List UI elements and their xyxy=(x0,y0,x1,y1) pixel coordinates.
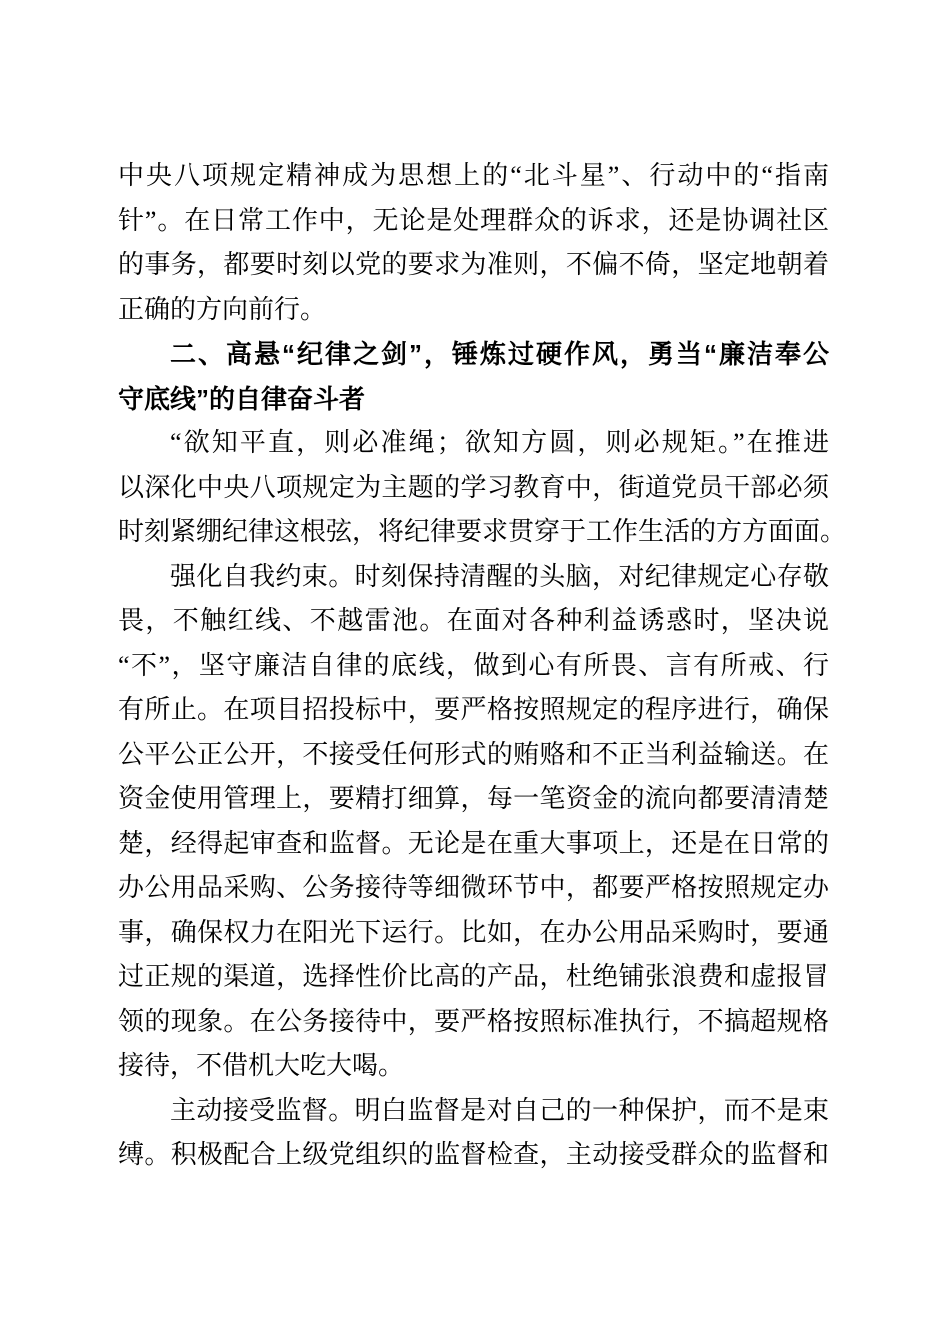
text-line: 强化自我约束。时刻保持清醒的头脑，对纪律规定心存敬 xyxy=(170,561,829,591)
text-line: 有所止。在项目招投标中，要严格按照规定的程序进行，确保 xyxy=(118,695,829,724)
text-line: 的事务，都要时刻以党的要求为准则，不偏不倚，坚定地朝着 xyxy=(118,250,829,279)
text-line: 事，确保权力在阳光下运行。比如，在办公用品采购时，要通 xyxy=(118,917,829,947)
text-line: 以深化中央八项规定为主题的学习教育中，街道党员干部必须 xyxy=(118,472,829,502)
text-line: 过正规的渠道，选择性价比高的产品，杜绝铺张浪费和虚报冒 xyxy=(118,962,829,991)
heading-line: 守底线”的自律奋斗者 xyxy=(118,383,366,414)
paragraph xyxy=(118,421,847,555)
text-line: 中央八项规定精神成为思想上的“北斗星”、行动中的“指南 xyxy=(118,161,829,190)
text-line: 公平公正公开，不接受任何形式的贿赂和不正当利益输送。在 xyxy=(118,739,829,769)
paragraph xyxy=(118,555,829,1089)
text-line: 办公用品采购、公务接待等细微环节中，都要严格按照规定办 xyxy=(118,873,829,902)
text-line: 正确的方向前行。 xyxy=(118,294,327,324)
text-line: 针”。在日常工作中，无论是处理群众的诉求，还是协调社区 xyxy=(118,205,829,235)
text-line: 主动接受监督。明白监督是对自己的一种保护，而不是束 xyxy=(170,1095,829,1125)
text-line: 时刻紧绷纪律这根弦，将纪律要求贯穿于工作生活的方方面面。 xyxy=(118,517,847,546)
text-line: 缚。积极配合上级党组织的监督检查，主动接受群众的监督和 xyxy=(118,1140,829,1169)
section-heading xyxy=(118,332,829,421)
text-line: “欲知平直，则必准绳；欲知方圆，则必规矩。”在推进 xyxy=(170,428,829,457)
paragraph xyxy=(118,1089,829,1178)
text-line: 接待，不借机大吃大喝。 xyxy=(118,1051,405,1080)
document-body xyxy=(118,154,847,1178)
text-line: 领的现象。在公务接待中，要严格按照标准执行，不搞超规格 xyxy=(118,1006,829,1036)
text-line: 楚，经得起审查和监督。无论是在重大事项上，还是在日常的 xyxy=(118,828,829,858)
text-line: 资金使用管理上，要精打细算，每一笔资金的流向都要清清楚 xyxy=(118,784,829,813)
paragraph xyxy=(118,154,829,332)
text-line: 畏，不触红线、不越雷池。在面对各种利益诱惑时，坚决说 xyxy=(118,606,829,635)
text-line: “不”，坚守廉洁自律的底线，做到心有所畏、言有所戒、行 xyxy=(118,650,829,680)
heading-line: 二、高悬“纪律之剑”，锤炼过硬作风，勇当“廉洁奉公 xyxy=(170,339,829,369)
